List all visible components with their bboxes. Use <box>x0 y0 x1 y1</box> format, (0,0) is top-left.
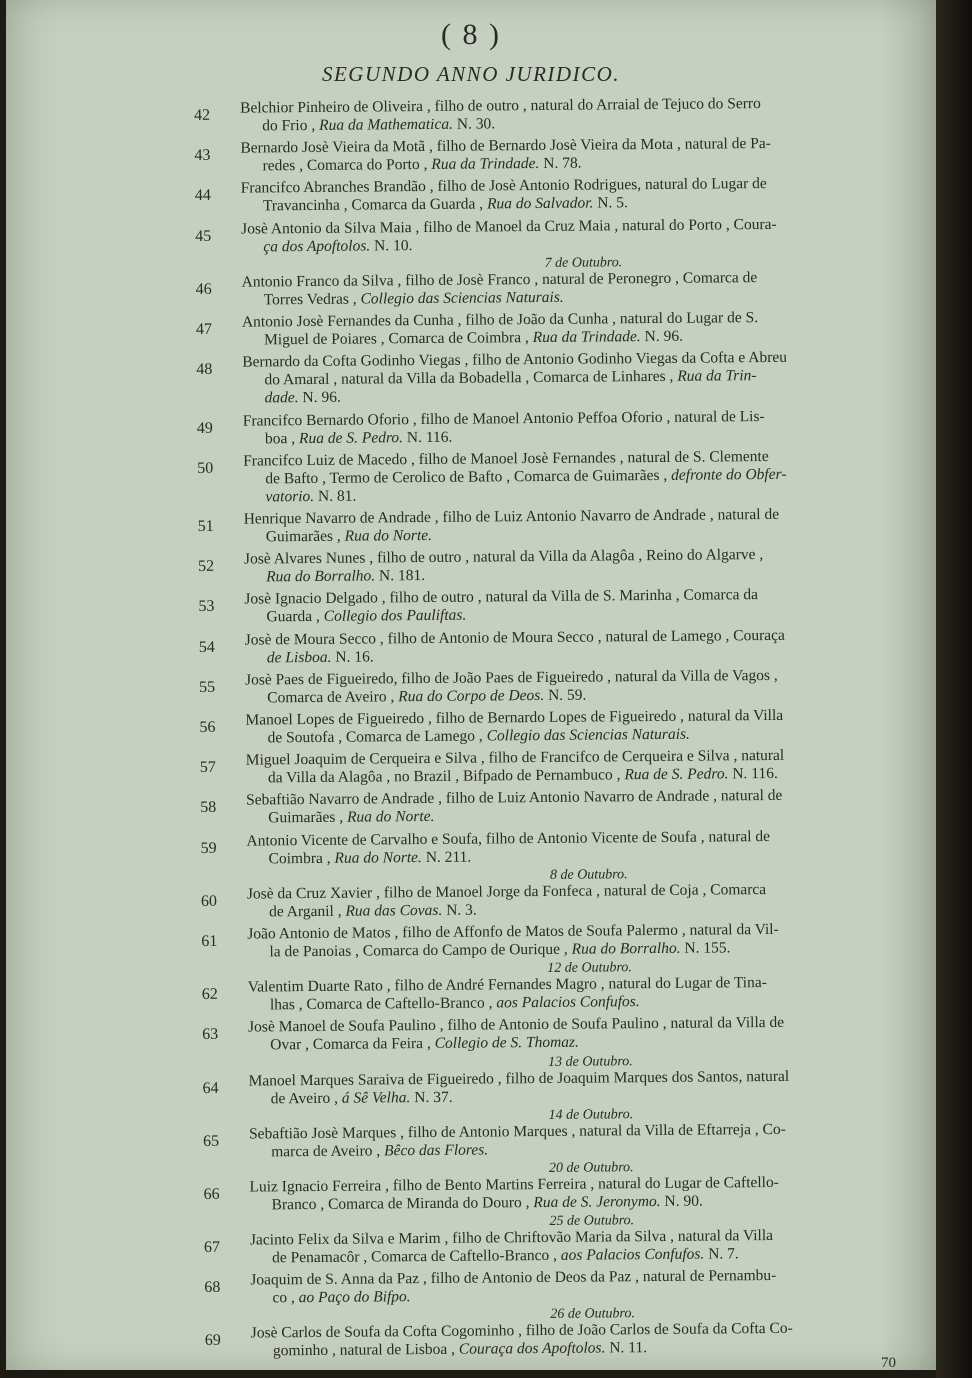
entry-text-part: N. 155. <box>680 939 731 957</box>
date-heading: 7 de Outubro. <box>544 255 623 271</box>
entry-text-part: de Aveiro , <box>270 1089 342 1107</box>
address-italic: ao Paço do Bifpo. <box>298 1288 411 1307</box>
entry-text-part: N. 37. <box>410 1088 453 1106</box>
entry-text-part: N. 116. <box>728 765 778 783</box>
entry-number: 48 <box>196 360 213 379</box>
entry-number: 44 <box>194 187 211 205</box>
register-entry <box>202 973 888 1015</box>
entry-text-part: N. 96. <box>640 327 684 346</box>
entry-number: 45 <box>195 227 212 245</box>
entry-number: 55 <box>199 678 216 696</box>
entry-text <box>240 94 880 136</box>
entry-text <box>244 505 884 547</box>
entry-text-part: N. 181. <box>375 567 426 585</box>
entry-text-part: N. 59. <box>544 686 587 704</box>
entry-text-part: N. 211. <box>421 848 472 866</box>
register-entry <box>199 706 885 748</box>
entry-text <box>248 1013 888 1055</box>
register-entry <box>199 666 885 708</box>
entry-number: 69 <box>204 1332 221 1350</box>
register-entry <box>194 134 880 176</box>
date-heading: 25 de Outubro. <box>549 1213 635 1230</box>
entry-number: 59 <box>200 839 217 857</box>
address-italic: Rua da Trin- <box>677 367 757 385</box>
entry-line: Antonio Franco da Silva , filho de Josè Franco , natural de Peronegro , Comarca de <box>241 268 758 291</box>
entry-line: Bernardo Josè Vieira da Motã , filho de Bernardo Josè Vieira da Mota , natural de Pa- <box>240 135 771 157</box>
entry-number: 62 <box>201 985 218 1004</box>
address-italic: á Sê Velha. <box>341 1088 411 1107</box>
register-entry <box>200 786 886 828</box>
entry-text <box>245 626 885 668</box>
register-entry <box>201 880 887 922</box>
entry-text <box>245 706 885 748</box>
entry-text <box>240 134 880 176</box>
entry-line: Sebaftião Josè Marques , filho de Antonio Marques , natural da Villa de Eftarreja , Co- <box>248 1120 786 1143</box>
entry-text-part: N. 30. <box>452 115 496 133</box>
entry-text <box>248 973 888 1015</box>
entry-text <box>243 407 883 449</box>
address-italic: Rua de S. Pedro. <box>298 428 404 447</box>
address-italic: Rua do Norte. <box>334 848 422 867</box>
page-number: ( 8 ) <box>441 18 501 51</box>
address-italic: Rua da Trindade. <box>431 155 540 174</box>
entry-text <box>249 1173 889 1215</box>
register-entry <box>195 215 881 257</box>
entry-text-part: la de Panoias , Comarca do Campo de Ourique , <box>269 940 572 961</box>
address-italic: Rua das Covas. <box>345 901 443 920</box>
entry-line: Josè Antonio da Silva Maia , filho de Manoel da Cruz Maia , natural do Porto , Coura- <box>241 215 777 238</box>
entry-text <box>249 1120 889 1162</box>
entry-text <box>244 585 884 627</box>
entry-text <box>246 746 886 788</box>
entry-line: Manoel Marques Saraiva de Figueiredo , filho de Joaquim Marques dos Santos, natural <box>248 1067 790 1090</box>
entry-number: 53 <box>198 598 215 616</box>
register-entry <box>198 585 884 627</box>
entry-text-part: N. 16. <box>331 648 374 666</box>
entry-line: Francifco Bernardo Oforio , filho de Manoel Antonio Peffoa Oforio , natural de Lis- <box>242 407 765 430</box>
date-heading: 8 de Outubro. <box>549 866 628 883</box>
register-entry <box>194 94 880 136</box>
entry-text-part: de Bafto , Termo de Cerolico de Bafto , Comarca de Guimarães , <box>265 466 672 488</box>
entry-number: 49 <box>196 419 213 437</box>
entry-line: Francifco Abranches Brandão , filho de Josè Antonio Rodrigues, natural do Lugar de <box>240 175 767 197</box>
entry-text-part: N. 96. <box>298 389 341 407</box>
address-italic: Collegio das Sciencias Naturais. <box>360 288 564 308</box>
register-entry <box>205 1319 891 1361</box>
entry-text-part: marca de Aveiro , <box>271 1142 385 1161</box>
entry-text-part: Branco , Comarca de Miranda do Douro , <box>271 1193 534 1214</box>
register-entry <box>195 174 881 216</box>
entry-text-part: Comarca de Aveiro , <box>267 688 399 707</box>
entry-text <box>242 308 882 350</box>
entry-line: João Antonio de Matos , filho de Affonfo de Matos de Soufa Palermo , natural da Vil- <box>247 920 779 943</box>
entry-text-part: N. 11. <box>605 1339 648 1357</box>
entry-text-part: Guimarães , <box>268 809 348 827</box>
entry-number: 68 <box>204 1279 221 1297</box>
entry-text-part: co , <box>272 1289 299 1307</box>
entry-line: Henrique Navarro de Andrade , filho de Luiz Antonio Navarro de Andrade , natural de <box>243 505 780 528</box>
entry-number: 64 <box>202 1079 219 1097</box>
register-entry <box>204 1226 890 1268</box>
address-italic: aos Palacios Confufos. <box>560 1245 705 1264</box>
entry-number: 47 <box>195 320 213 338</box>
entry-line: Miguel Joaquim de Cerqueira e Silva , filho de Francifco de Cerqueira e Silva , natural <box>245 747 785 769</box>
entry-number: 58 <box>200 799 217 817</box>
entry-number: 51 <box>197 517 214 536</box>
entry-text-part: Ovar , Comarca da Feira , <box>270 1035 435 1054</box>
register-entry <box>201 920 887 962</box>
entry-text <box>243 447 883 489</box>
register-entry <box>199 626 885 668</box>
entry-line: Josè da Cruz Xavier , filho de Manoel Jorge da Fonfeca , natural de Coja , Comarca <box>246 880 767 903</box>
address-italic: de Lisboa. <box>266 648 332 667</box>
register-entries <box>194 94 891 1366</box>
entry-text-part: N. 7. <box>704 1245 739 1263</box>
address-italic: Rua de S. Pedro. <box>624 765 729 784</box>
register-entry <box>196 348 882 390</box>
entry-line: Josè Manoel de Soufa Paulino , filho de Antonio de Soufa Paulino , natural da Villa de <box>248 1014 785 1036</box>
address-italic: Rua da Trindade. <box>532 328 641 346</box>
entry-number: 63 <box>202 1026 219 1044</box>
address-italic: Collegio das Sciencias Naturais. <box>486 725 690 745</box>
entry-line: Belchior Pinheiro de Oliveira , filho de outro , natural do Arraial de Tejuco do Serro <box>239 95 761 117</box>
document-page <box>6 0 936 1370</box>
catchword: 70 <box>881 1355 896 1370</box>
register-entry <box>200 827 886 869</box>
entry-text <box>247 920 887 962</box>
entry-number: 65 <box>203 1132 220 1150</box>
entry-line: Antonio Josè Fernandes da Cunha , filho de João da Cunha , natural do Lugar de S. <box>241 309 759 331</box>
address-italic: Rua do Norte. <box>346 808 435 827</box>
entry-text-part: Guimarães , <box>265 527 345 546</box>
register-entry <box>203 1173 889 1215</box>
entry-text-part: Coimbra , <box>268 849 335 867</box>
entry-line: Francifco Luiz de Macedo , filho de Manoel Josè Fernandes , natural de S. Clemente <box>243 447 769 470</box>
register-entry <box>202 1066 888 1108</box>
entry-text <box>247 880 887 922</box>
address-italic: Rua do Corpo de Deos. <box>398 686 545 706</box>
address-italic: Couraça dos Apoftolos. <box>458 1339 606 1359</box>
book-spine <box>936 0 972 1378</box>
entry-number: 60 <box>200 892 218 910</box>
address-italic: Rua do Salvador. <box>486 194 594 213</box>
entry-text-part: N. 10. <box>370 236 413 255</box>
entry-line: Antonio Vicente de Carvalho e Soufa, filho de Antonio Vicente de Soufa , natural de <box>246 827 771 850</box>
register-entry <box>198 505 884 547</box>
entry-text-part: N. 90. <box>660 1192 703 1210</box>
entry-line: Josè de Moura Secco , filho de Antonio de Moura Secco , natural de Lamego , Couraça <box>244 626 785 649</box>
entry-number: 61 <box>201 932 218 950</box>
address-italic: Bêco das Flores. <box>384 1141 489 1160</box>
entry-line: Joaquim de S. Anna da Paz , filho de Antonio de Deos da Paz , natural de Pernambu- <box>250 1267 777 1289</box>
entry-line: Jacinto Felix da Silva e Marim , filho de Chriftovão Maria da Silva , natural da Villa <box>249 1227 774 1249</box>
entry-text <box>246 827 886 869</box>
entry-text-part: de Arganil , <box>269 902 346 921</box>
entry-text <box>241 215 881 257</box>
address-italic: Rua da Mathematica. <box>318 115 454 134</box>
register-entry <box>196 308 882 350</box>
date-heading: 12 de Outubro. <box>547 960 632 977</box>
entry-text-part: gominho , natural de Lisboa , <box>272 1341 459 1360</box>
entry-text <box>244 545 884 587</box>
date-heading: 20 de Outubro. <box>548 1160 634 1176</box>
address-italic: dade. <box>264 389 299 407</box>
entry-line: Josè Alvares Nunes , filho de outro , natural da Villa da Alagôa , Reino do Algarve , <box>243 546 764 568</box>
entry-text <box>246 786 886 828</box>
entry-line: Josè Ignacio Delgado , filho de outro , natural da Villa de S. Marinha , Comarca da <box>244 586 759 609</box>
entry-text-part: do Frio , <box>262 116 320 135</box>
register-entry <box>197 407 883 449</box>
entry-line: Luiz Ignacio Ferreira , filho de Bento Martins Ferreira , natural do Lugar de Caftello- <box>249 1173 779 1196</box>
date-heading: 13 de Outubro. <box>548 1053 633 1070</box>
address-italic: defronte do Obfer- <box>671 465 787 484</box>
entry-text <box>245 666 885 708</box>
entry-text-part: N. 81. <box>314 487 357 505</box>
date-heading: 26 de Outubro. <box>550 1306 636 1323</box>
entry-text <box>250 1266 890 1308</box>
entry-text-part: de Penamacôr , Comarca de Caftello-Branco , <box>272 1246 561 1267</box>
entry-text <box>250 1226 890 1268</box>
register-entry <box>196 268 882 310</box>
entry-text-part: N. 3. <box>442 901 477 919</box>
entry-line: Josè Carlos de Soufa da Cofta Cogominho , filho de João Carlos de Soufa da Cofta Co- <box>250 1320 793 1342</box>
register-entry <box>203 1120 889 1162</box>
entry-text-part: de Soutofa , Comarca de Lamego , <box>267 727 487 747</box>
entry-text-part: Guarda , <box>266 608 324 626</box>
register-entry <box>198 545 884 587</box>
entry-text <box>251 1319 891 1361</box>
entry-line: Bernardo da Cofta Godinho Viegas , filho de Antonio Godinho Viegas da Cofta e Abreu <box>242 348 788 371</box>
entry-text-part: Torres Vedras , <box>263 290 361 309</box>
entry-number: 57 <box>199 759 216 777</box>
entry-line: Manoel Lopes de Figueiredo , filho de Bernardo Lopes de Figueiredo , natural da Villa <box>245 706 784 729</box>
running-head: SEGUNDO ANNO JURIDICO. <box>321 62 620 86</box>
address-italic: aos Palacios Confufos. <box>496 993 640 1012</box>
entry-text-part: N. 116. <box>402 428 453 446</box>
entry-number: 67 <box>203 1238 221 1257</box>
register-entry <box>200 746 886 788</box>
entry-number: 52 <box>197 558 215 576</box>
address-italic: Collegio dos Pauliftas. <box>323 607 467 626</box>
entry-text <box>241 174 881 216</box>
entry-line: Valentim Duarte Rato , filho de André Fernandes Magro , natural do Lugar de Tina- <box>247 974 767 996</box>
date-heading: 14 de Outubro. <box>548 1106 634 1123</box>
address-italic: Rua do Borralho. <box>571 939 681 958</box>
entry-text-part: Travancinha , Comarca da Guarda , <box>262 195 488 215</box>
entry-number: 56 <box>199 718 216 736</box>
entry-text-part: N. 5. <box>593 194 628 212</box>
address-italic: Rua do Borralho. <box>266 567 376 586</box>
entry-text-part: boa , <box>264 429 300 447</box>
entry-text <box>242 348 882 390</box>
entry-text <box>248 1066 888 1108</box>
entry-number: 42 <box>194 106 211 124</box>
entry-number: 54 <box>198 638 215 656</box>
entry-text-part: Miguel de Poiares , Comarca de Coimbra , <box>264 328 533 349</box>
address-italic: Rua do Norte. <box>344 527 433 545</box>
entry-text-part: redes , Comarca do Porto , <box>262 156 432 175</box>
entry-text <box>242 268 882 310</box>
entry-text-part: da Villa da Alagôa , no Brazil , Bifpado de Pernambuco , <box>267 766 625 787</box>
entry-line: Josè Paes de Figueiredo, filho de João Paes de Figueiredo , natural da Villa de Vagos , <box>244 666 778 689</box>
entry-line: Sebaftião Navarro de Andrade , filho de Luiz Antonio Navarro de Andrade , natural de <box>246 787 783 809</box>
entry-number: 50 <box>197 459 214 477</box>
entry-text-part: N. 78. <box>539 154 582 173</box>
register-entry <box>197 447 883 489</box>
register-entry <box>202 1013 888 1055</box>
register-entry <box>204 1266 890 1308</box>
entry-number: 46 <box>195 280 212 298</box>
entry-text-part: lhas , Comarca de Caftello-Branco , <box>269 994 497 1014</box>
address-italic: vatorio. <box>265 487 315 506</box>
address-italic: Rua de S. Jeronymo. <box>533 1192 661 1211</box>
address-italic: Collegio de S. Thomaz. <box>434 1033 579 1053</box>
entry-number: 43 <box>194 147 211 165</box>
entry-text-part: do Amaral , natural da Villa da Bobadella , Comarca de Linhares , <box>264 367 678 389</box>
entry-number: 66 <box>203 1185 220 1203</box>
address-italic: ça dos Apoftolos. <box>263 237 371 255</box>
